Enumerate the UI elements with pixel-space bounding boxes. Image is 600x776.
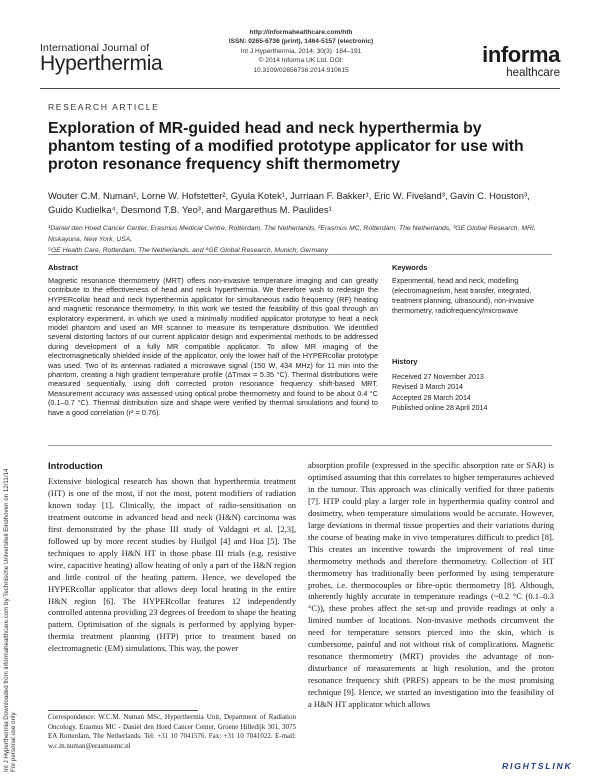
introduction-right-column [308,460,554,711]
keywords-text: Experimental, head and neck, modelling (electromagnetism, heat transfer, integrated, treatment planning, ultrasound), non-invasive thermometry, radiofrequency/microwave [392,277,534,315]
introduction-heading: Introduction [48,460,103,471]
affiliations [48,223,553,256]
rightslink-label: RIGHTSLINK [502,761,573,771]
publisher-name: informa [482,42,560,67]
rightslink-logo[interactable] [502,756,592,771]
issn: ISSN: 0265-6736 (print), 1464-5157 (electronic) [228,38,374,46]
keywords-heading: Keywords [392,263,428,272]
author-list [48,189,553,216]
copyright-doi: © 2014 Informa UK Ltd. DOI: 10.3109/02656736.2014.910615 [253,57,349,74]
affiliations-line1: ¹Daniel den Hoed Cancer Center, Erasmus Medical Centre, Rotterdam, The Netherlands, ²Erasmus MC, Rotterdam, The Netherlands, ³GE Global Research, MRI, Niskayuna, New York, USA, [48,225,536,243]
authors-line1: Wouter C.M. Numan¹, Lorne W. Hofstetter², Gyula Kotek¹, Jurriaan F. Bakker¹, Eric W. Fiveland³, Gavin C. Houston³, [48,190,530,201]
introduction-right-text: absorption profile (expressed in the specific absorption rate or SAR) is optimised assuming that this correlates to higher temperatures achieved in the tumour. This approach was clinically verified for three patients [7]. HTP could play a larger role in hyperthermia quality control and dosimetry, when temperature simulations would be accurate. However, large deviations in thermal tissue properties and their variations during the course of heating make in vivo temperatures difficult to predict [8]. This creates an incentive towards the improvement of real time thermometry methods and therefore thermometry. Collection of HT thermometry has traditionally been performed by using temperature probes, i.e. thermocouples or fibre-optic thermometry [8]. Although, inherently highly accurate in temperature readings (~0.2 °C (0.1–0.3 °C)), these probes affect the set-up and provide readings at only a limited number of locations. Non-invasive methods circumvent the need for temperature sensors pierced into the skin, which is cumbersome, painful and not without risk of complications. Magnetic resonance thermometry (MRT) provides the advantage of non-disturbance of measurements at high resolution, and the proton resonance frequency shift (PRFS) appears to be the most promising technique [9]. Hence, we started an investigation into the feasibility of a H&N HT applicator which allows [308,460,554,710]
correspondence-note: Correspondence: W.C.M. Numan MSc, Hyperthermia Unit, Department of Radiation Oncology, Erasmus MC - Daniel den Hoed Cancer Center, Groene Hilledijk 301, 3075 EA Rotterdam, The Netherlands. Tel: +31 10 7041576. Fax: +31 10 7041022. E-mail: w.c.m.numan@erasmusmc.nl [48,713,296,750]
footnote-divider [48,710,198,711]
authors-line2: Guido Kudielka⁴, Desmond T.B. Yeo³, and Margarethus M. Paulides¹ [48,203,332,215]
header-divider [40,88,560,89]
journal-name-small: International Journal of [40,42,150,54]
abstract-text: Magnetic resonance thermometry (MRT) offers non-invasive temperature imaging and can greatly contribute to the effectiveness of head and neck hyperthermia. We therefore wish to redesign the HYPERcollar head and neck hyperthermia applicator for simultaneous radio frequency (RF) heating and magnetic resonance thermometry. In this work we tested the feasibility of this goal through an exploratory experiment, in which we used a minimally modified applicator prototype to heat a neck model phantom and used an MR scanner to measure its temperature distribution. We identified several distorting factors of our current applicator design and experimental methods to be addressed during development of a fully MR compatible applicator. To allow MR imaging of the electromagnetically shielded inside of the applicator, only the lower half of the HYPERcollar prototype was used. Two of its antennas radiated a microwave signal (150 W, 434 MHz) for 11 min into the phantom, creating a high gradient temperature profile (ΔTmax = 5.35 °C). Thermal distributions were measured sequentially, using drift corrected proton resonance frequency shift-based MRT. Measurement accuracy was assessed using optical probe thermometry and found to be about 0.4 °C (0.1–0.7 °C). Thermal distribution size and shape were verified by thermal simulations and found to have a good correlation (r² = 0.76). [48,276,378,417]
side-note-line2: For personal use only. [10,711,17,772]
side-download-note [2,380,17,772]
publisher-subname: healthcare [506,67,560,79]
journal-url[interactable]: http://informahealthcare.com/hth [249,29,353,36]
introduction-left-text: Extensive biological research has shown that hyperthermia treatment (HT) is one of the most, if not the most, potent modifiers of radiation known today [1]. Clinically, the impact of radio-sensitisation on treatment outcome in advanced head and neck (H&N) carcinoma was first demonstrated by the phase III study of Valdagni et al. [2,3], followed up by more recent studies by Huilgol [4] and Hua [5]. The techniques to apply H&N HT in those phase III trials (e.g. resistive wire, capacitive heating) allow heating of only a part of the H&N region and little control of the heating pattern. Hence, we developed the HYPERcollar applicator that allows deep local heating in the entire H&N region [6]. The HYPERcollar features 12 independently controlled antenna providing 23 degrees of freedom to shape the heating pattern. Optimisation of the signals is performed by applying hyper-thermia treatment planning (HTP) prior to treatment based on electromagnetic (EM) simulations. This way, the power [48,476,296,654]
publisher-logo[interactable] [482,44,560,79]
history-received: Received 27 November 2013 [392,373,484,381]
affiliations-line2: ⁵GE Health Care, Rotterdam, The Netherlands, and ⁴GE Global Research, Munich, Germany [48,247,329,254]
article-type: RESEARCH ARTICLE [48,102,160,112]
history-accepted: Accepted 28 March 2014 [392,393,471,402]
side-note-line1: Int J Hyperthermia Downloaded from informahealthcare.com by Technische Universiteit Eindhoven on 12/11/14 [3,468,10,772]
history-published: Published online 28 April 2014 [392,404,488,413]
journal-name-big: Hyperthermia [40,52,163,75]
citation: Int J Hyperthermia, 2014; 30(3): 184–191 [240,47,362,55]
abstract-heading: Abstract [48,263,78,272]
article-title: Exploration of MR-guided head and neck hyperthermia by phantom testing of a modified prototype applicator for use with proton resonance frequency shift thermometry [48,120,524,173]
history-revised: Revised 3 March 2014 [392,383,463,392]
history-heading: History [392,357,418,366]
abstract-divider [48,445,552,446]
publication-info [216,28,386,75]
introduction-left-column [48,476,296,655]
affiliation-divider [48,254,552,255]
history-list [392,372,552,414]
journal-logo[interactable] [40,42,162,76]
